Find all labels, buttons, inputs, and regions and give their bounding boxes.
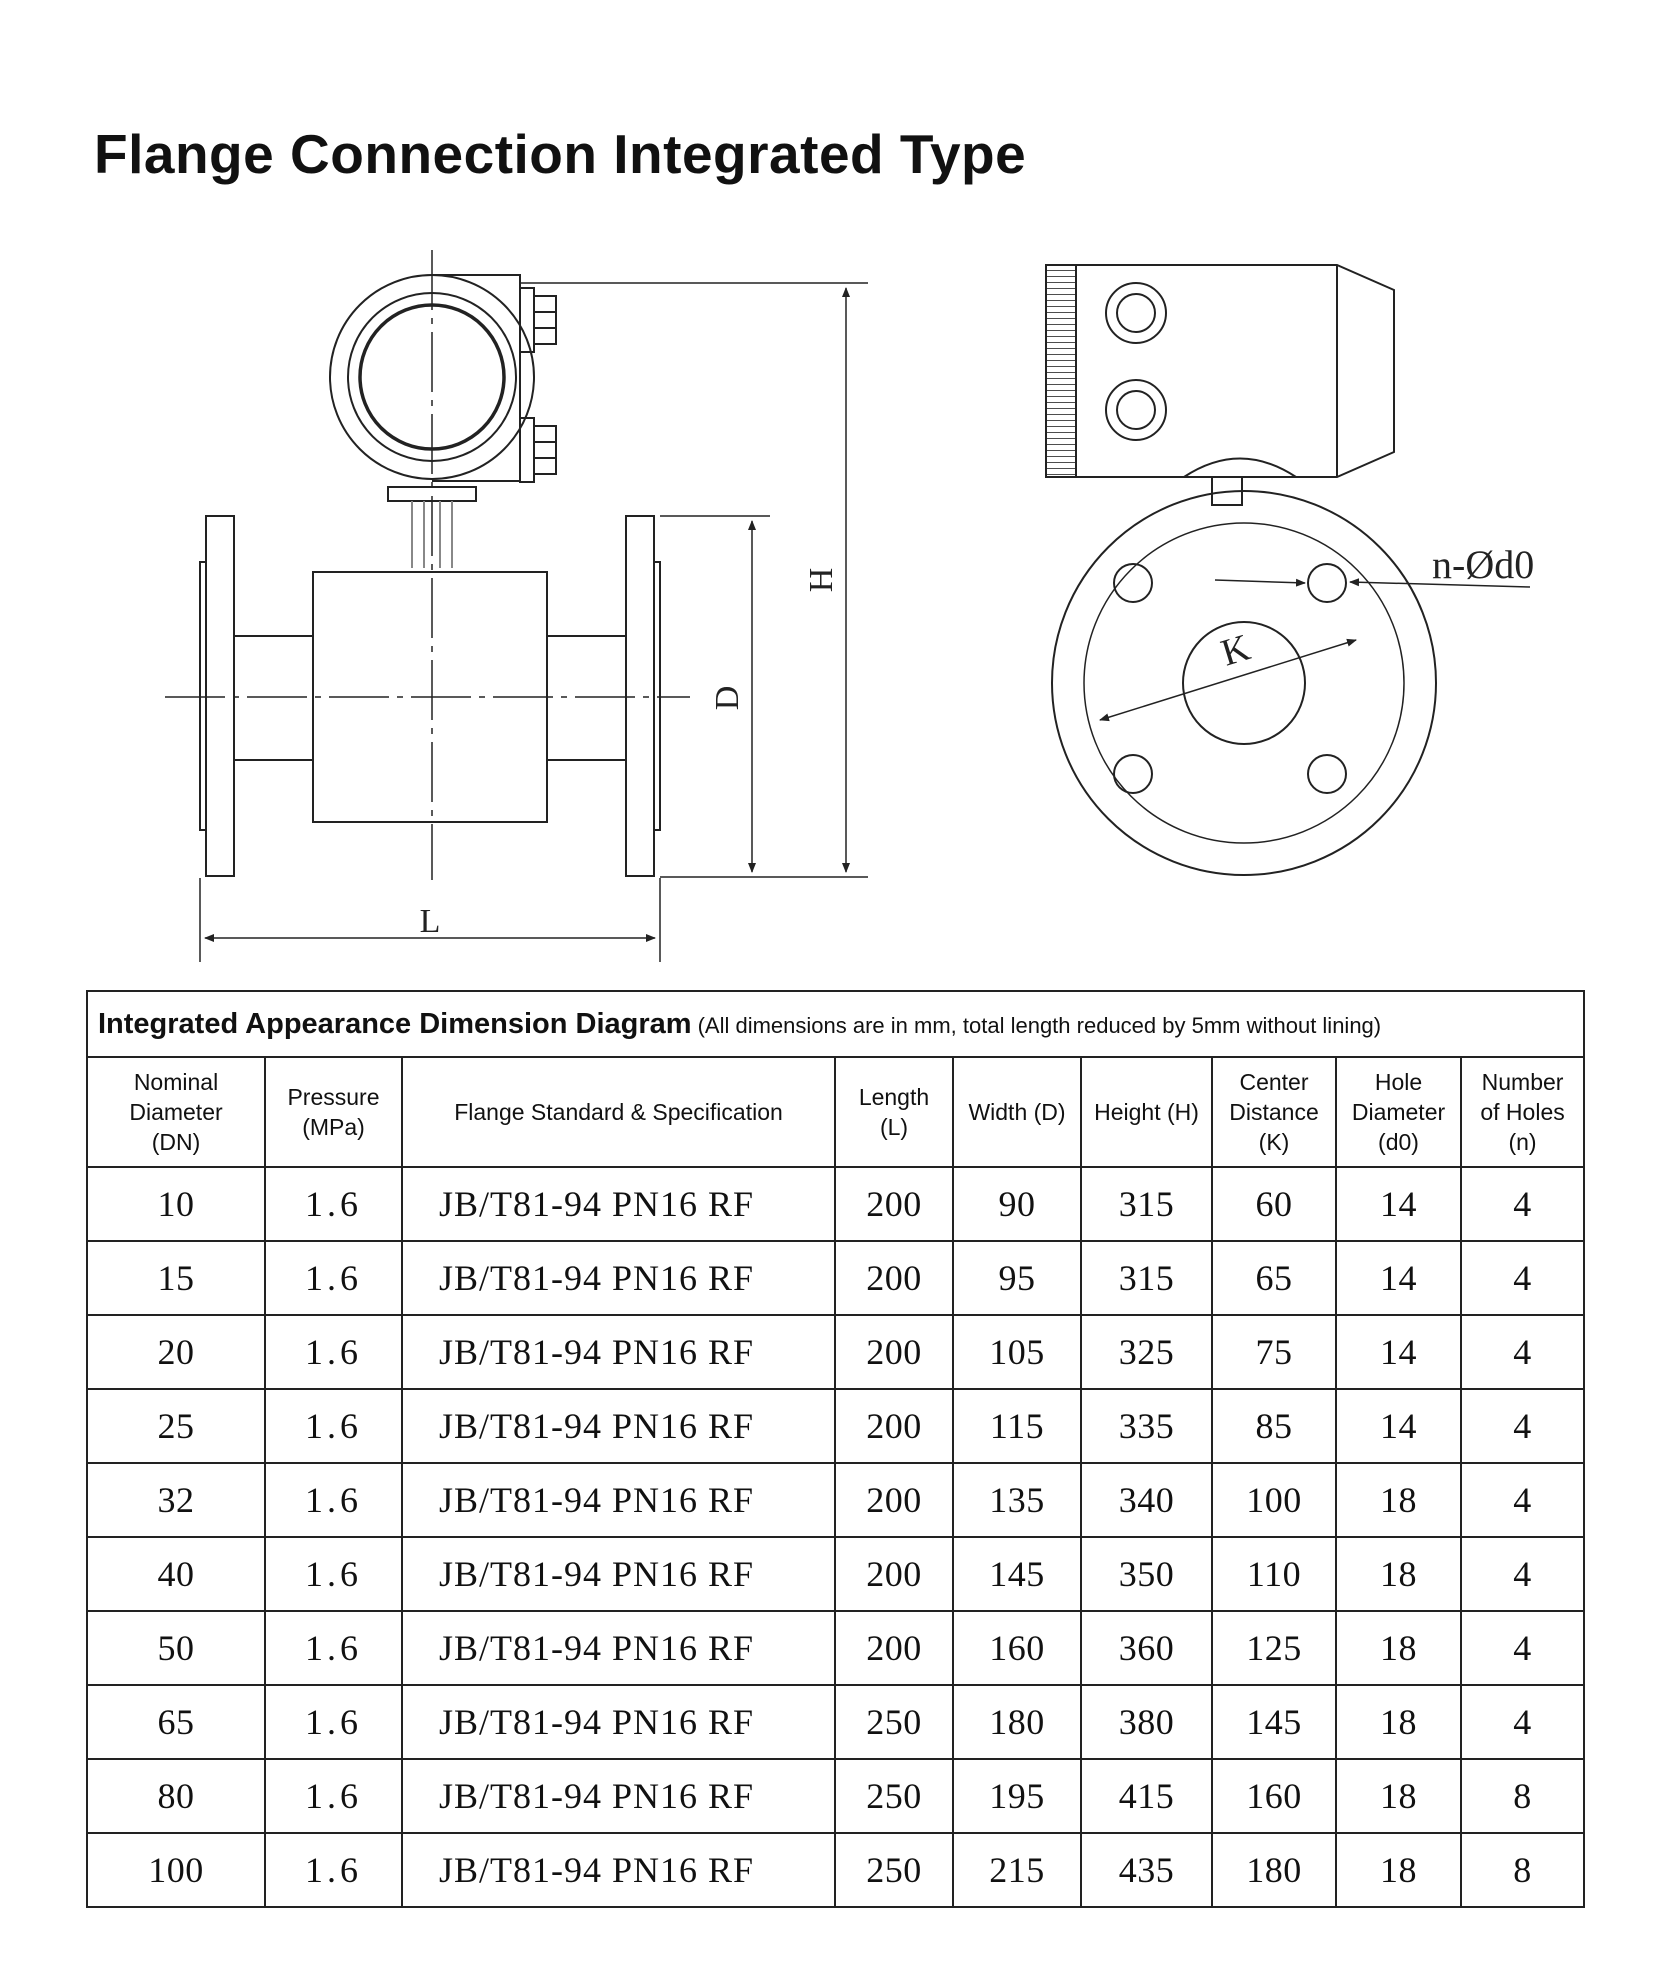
cell-nominal-diameter: 25 [87,1389,265,1463]
cell-flange-standard: JB/T81-94 PN16 RF [402,1167,835,1241]
cell-flange-standard: JB/T81-94 PN16 RF [402,1241,835,1315]
cell-number-of-holes: 4 [1461,1241,1584,1315]
table-caption-title: Integrated Appearance Dimension Diagram [98,1007,692,1040]
dim-label-h: H [803,567,840,593]
cell-number-of-holes: 4 [1461,1463,1584,1537]
cell-length: 200 [835,1241,953,1315]
cell-hole-diameter: 18 [1336,1611,1461,1685]
cell-center-distance: 160 [1212,1759,1336,1833]
cell-width: 215 [953,1833,1081,1907]
converter-housing [1076,265,1394,477]
cell-number-of-holes: 4 [1461,1315,1584,1389]
cell-length: 200 [835,1537,953,1611]
cell-pressure: 1.6 [265,1389,402,1463]
cell-width: 160 [953,1611,1081,1685]
header-height: Height (H) [1081,1057,1212,1167]
cell-center-distance: 60 [1212,1167,1336,1241]
cell-hole-diameter: 14 [1336,1389,1461,1463]
cell-pressure: 1.6 [265,1611,402,1685]
cell-center-distance: 65 [1212,1241,1336,1315]
cell-pressure: 1.6 [265,1537,402,1611]
cell-pressure: 1.6 [265,1759,402,1833]
dim-label-holes: n-Ød0 [1432,542,1535,587]
flange-disc [1052,491,1436,875]
cell-width: 145 [953,1537,1081,1611]
cell-width: 115 [953,1389,1081,1463]
table-row [87,1759,1584,1833]
table-caption-row [87,991,1584,1057]
cell-hole-diameter: 18 [1336,1759,1461,1833]
header-flange-standard: Flange Standard & Specification [402,1057,835,1167]
cell-length: 200 [835,1463,953,1537]
cell-center-distance: 85 [1212,1389,1336,1463]
table-row [87,1833,1584,1907]
cell-center-distance: 100 [1212,1463,1336,1537]
technical-drawing [0,0,1667,980]
cell-hole-diameter: 18 [1336,1463,1461,1537]
cell-hole-diameter: 18 [1336,1685,1461,1759]
cell-height: 325 [1081,1315,1212,1389]
cell-pressure: 1.6 [265,1833,402,1907]
cell-center-distance: 125 [1212,1611,1336,1685]
table-row [87,1241,1584,1315]
cell-pressure: 1.6 [265,1685,402,1759]
table-body [87,1167,1584,1907]
cell-center-distance: 180 [1212,1833,1336,1907]
cell-flange-standard: JB/T81-94 PN16 RF [402,1463,835,1537]
cell-length: 200 [835,1167,953,1241]
cell-number-of-holes: 8 [1461,1759,1584,1833]
cell-width: 195 [953,1759,1081,1833]
table-row [87,1537,1584,1611]
page-title: Flange Connection Integrated Type [94,123,1027,185]
cell-hole-diameter: 14 [1336,1241,1461,1315]
cell-nominal-diameter: 10 [87,1167,265,1241]
cell-flange-standard: JB/T81-94 PN16 RF [402,1685,835,1759]
cell-height: 335 [1081,1389,1212,1463]
cell-height: 415 [1081,1759,1212,1833]
table-row [87,1315,1584,1389]
cell-hole-diameter: 18 [1336,1537,1461,1611]
cell-flange-standard: JB/T81-94 PN16 RF [402,1389,835,1463]
cell-number-of-holes: 4 [1461,1611,1584,1685]
cell-nominal-diameter: 40 [87,1537,265,1611]
bolt-hole [1308,755,1346,793]
cell-length: 250 [835,1685,953,1759]
cell-number-of-holes: 4 [1461,1167,1584,1241]
cell-flange-standard: JB/T81-94 PN16 RF [402,1315,835,1389]
cell-height: 435 [1081,1833,1212,1907]
cell-width: 95 [953,1241,1081,1315]
cell-nominal-diameter: 32 [87,1463,265,1537]
table-header-row [87,1057,1584,1167]
cell-pressure: 1.6 [265,1315,402,1389]
table-row [87,1685,1584,1759]
cell-center-distance: 110 [1212,1537,1336,1611]
cell-flange-standard: JB/T81-94 PN16 RF [402,1611,835,1685]
cell-hole-diameter: 14 [1336,1315,1461,1389]
knurled-cap [1046,265,1076,477]
header-pressure: Pressure (MPa) [265,1057,402,1167]
header-hole-diameter: Hole Diameter (d0) [1336,1057,1461,1167]
cell-width: 105 [953,1315,1081,1389]
cell-pressure: 1.6 [265,1167,402,1241]
cell-height: 340 [1081,1463,1212,1537]
cell-nominal-diameter: 80 [87,1759,265,1833]
cell-height: 380 [1081,1685,1212,1759]
table-row [87,1167,1584,1241]
cell-center-distance: 145 [1212,1685,1336,1759]
dim-label-d: D [709,685,746,711]
cell-length: 250 [835,1833,953,1907]
cell-length: 200 [835,1315,953,1389]
bolt-hole [1114,755,1152,793]
cell-flange-standard: JB/T81-94 PN16 RF [402,1537,835,1611]
cell-hole-diameter: 14 [1336,1167,1461,1241]
cell-height: 350 [1081,1537,1212,1611]
table-row [87,1611,1584,1685]
cell-flange-standard: JB/T81-94 PN16 RF [402,1833,835,1907]
cell-hole-diameter: 18 [1336,1833,1461,1907]
header-width: Width (D) [953,1057,1081,1167]
cell-width: 135 [953,1463,1081,1537]
cell-height: 315 [1081,1241,1212,1315]
cell-height: 360 [1081,1611,1212,1685]
cell-pressure: 1.6 [265,1463,402,1537]
front-view [165,250,868,962]
cell-flange-standard: JB/T81-94 PN16 RF [402,1759,835,1833]
header-number-of-holes: Number of Holes (n) [1461,1057,1584,1167]
table-caption-note: (All dimensions are in mm, total length reduced by 5mm without lining) [697,1012,1382,1038]
dimension-table [86,990,1585,1908]
cell-width: 90 [953,1167,1081,1241]
cell-number-of-holes: 8 [1461,1833,1584,1907]
dim-label-k: K [1216,626,1255,675]
cell-width: 180 [953,1685,1081,1759]
bolt-hole [1308,564,1346,602]
cell-length: 200 [835,1611,953,1685]
cell-nominal-diameter: 50 [87,1611,265,1685]
cell-number-of-holes: 4 [1461,1685,1584,1759]
table-row [87,1389,1584,1463]
cell-pressure: 1.6 [265,1241,402,1315]
cell-nominal-diameter: 20 [87,1315,265,1389]
cell-center-distance: 75 [1212,1315,1336,1389]
cell-nominal-diameter: 100 [87,1833,265,1907]
cell-length: 250 [835,1759,953,1833]
header-center-distance: Center Distance (K) [1212,1057,1336,1167]
cell-height: 315 [1081,1167,1212,1241]
cell-number-of-holes: 4 [1461,1537,1584,1611]
cell-length: 200 [835,1389,953,1463]
header-length: Length (L) [835,1057,953,1167]
cell-nominal-diameter: 65 [87,1685,265,1759]
table-row [87,1463,1584,1537]
cell-number-of-holes: 4 [1461,1389,1584,1463]
table-caption [87,991,1584,1057]
dim-label-l: L [419,903,441,940]
header-nominal-diameter: Nominal Diameter (DN) [87,1057,265,1167]
cell-nominal-diameter: 15 [87,1241,265,1315]
